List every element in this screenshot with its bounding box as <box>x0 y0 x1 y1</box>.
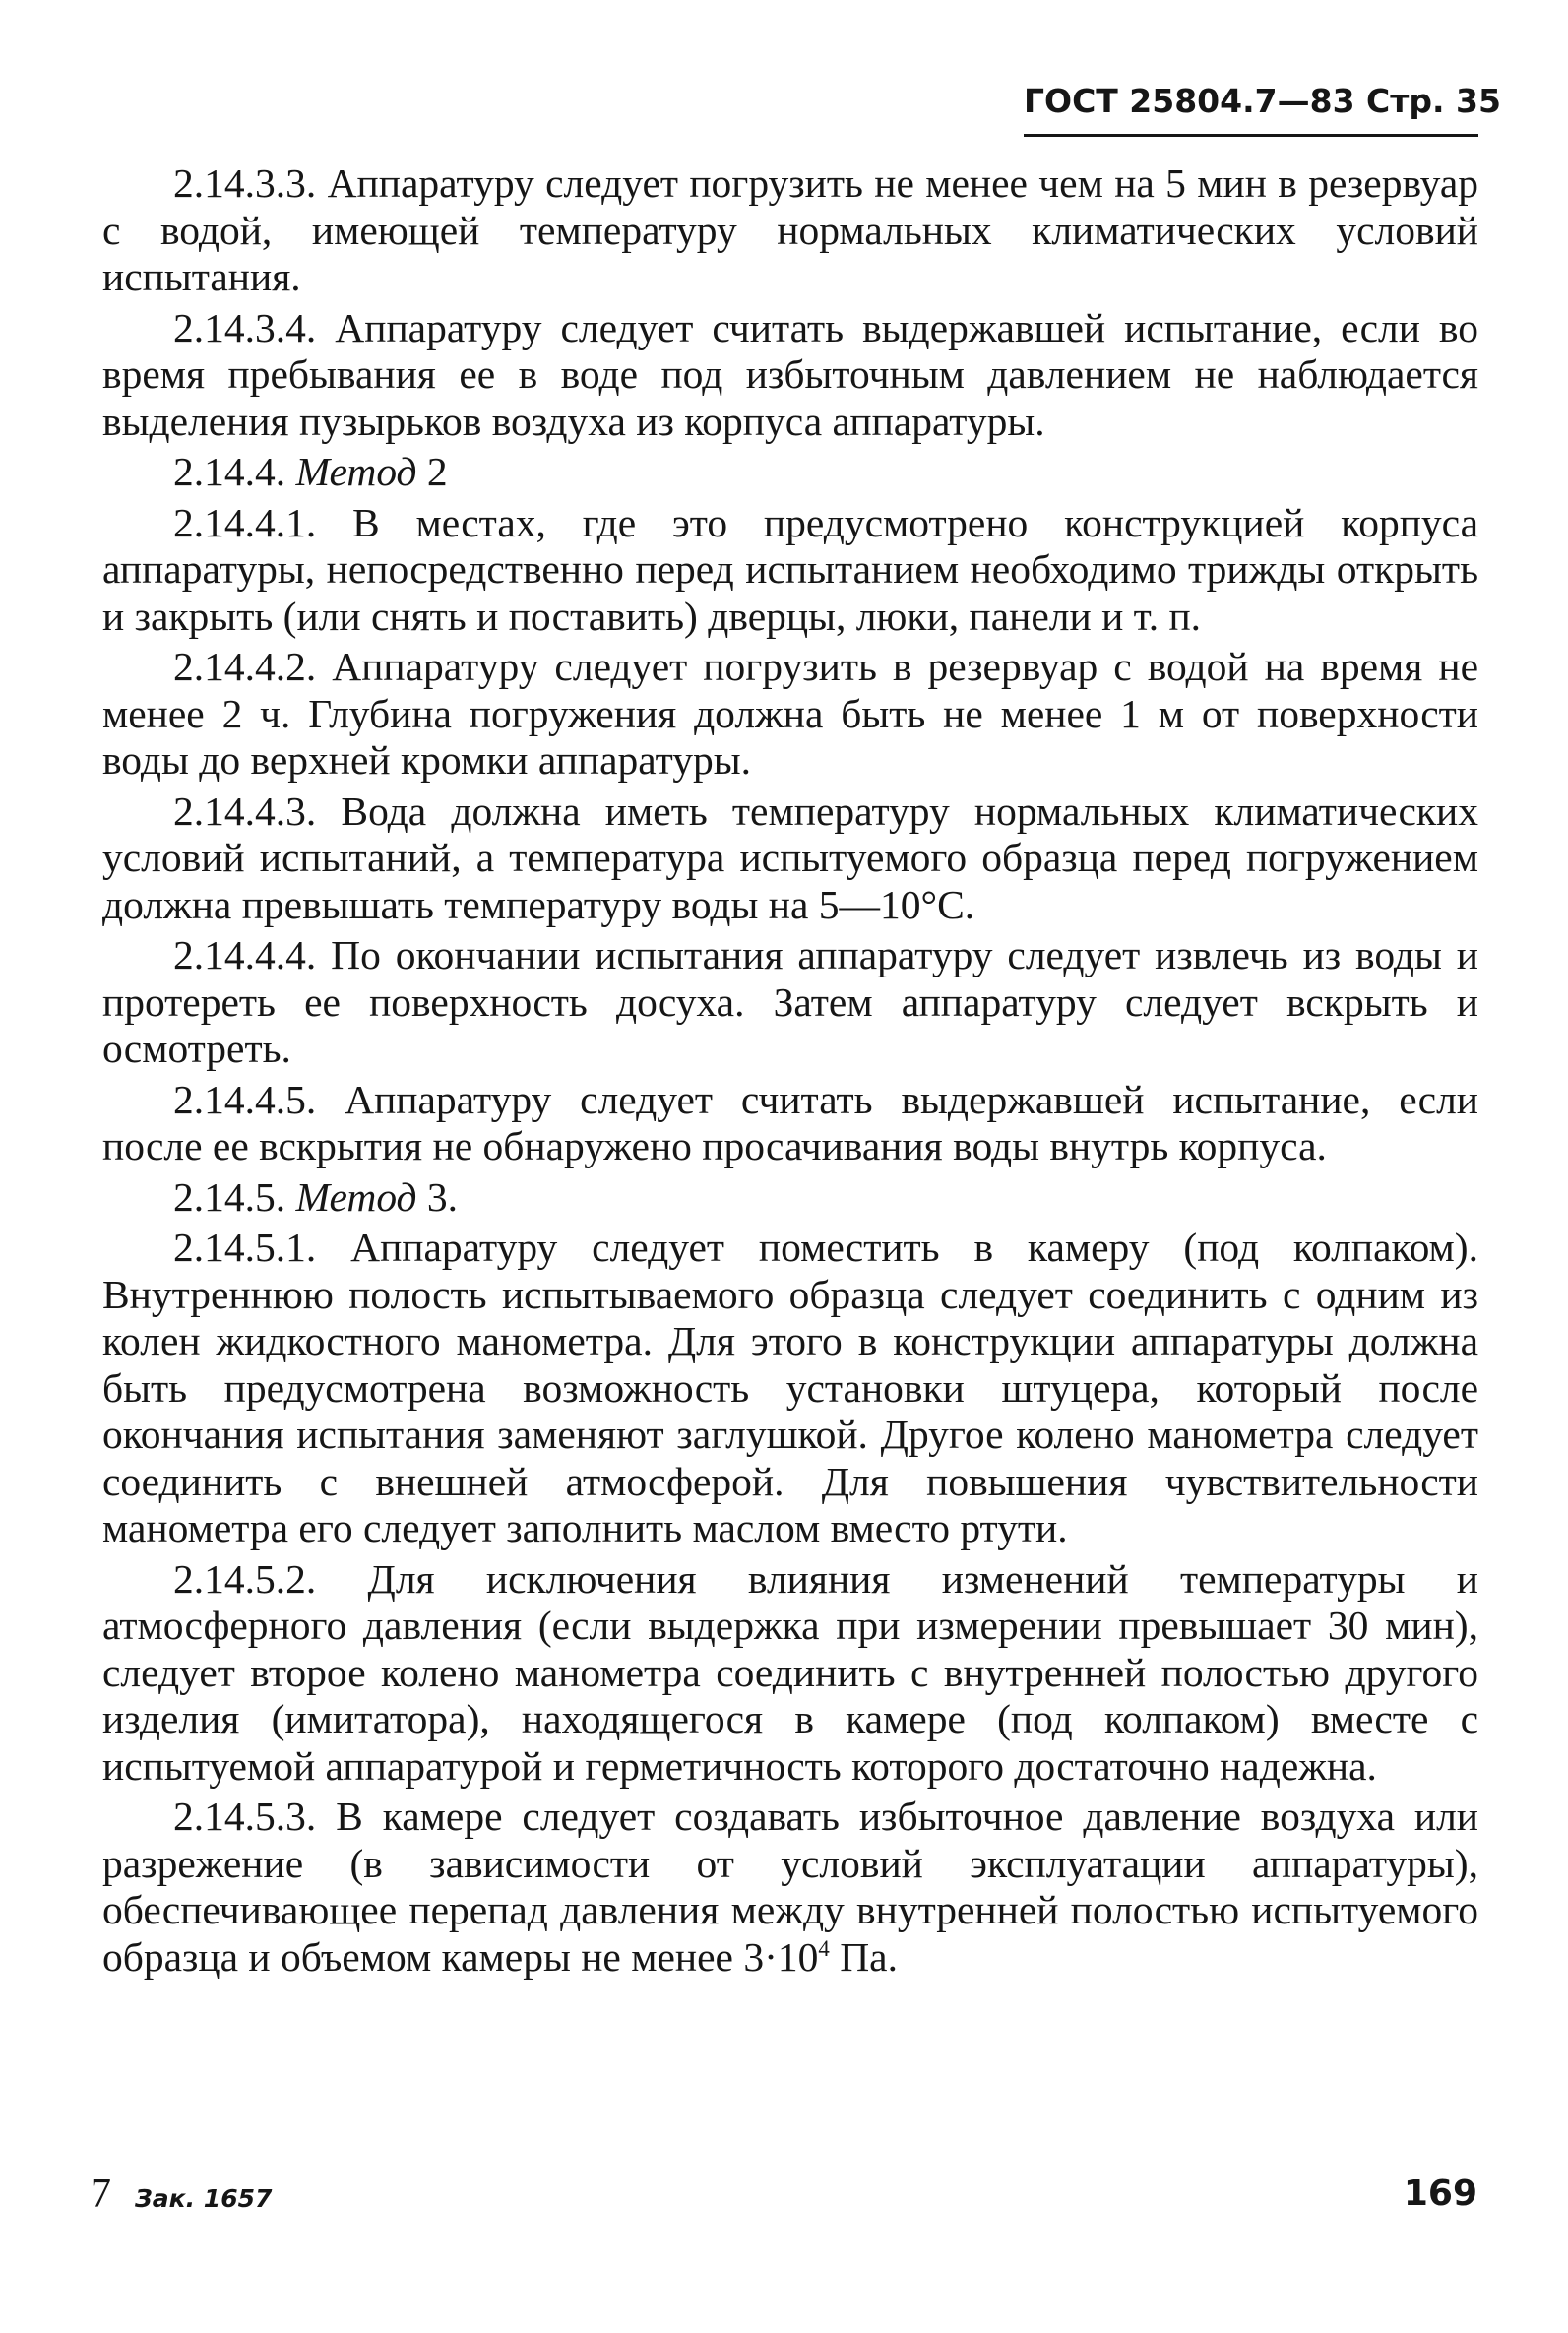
sheet-number: 7 <box>91 2172 111 2217</box>
page-header <box>1024 79 1501 137</box>
footer-left <box>91 2171 272 2223</box>
paragraph-2-14-4-3: 2.14.4.3. Вода должна иметь температуру нормальных климатических условий испытаний, а температура испытуемого образца перед погружением должна превышать температуру воды на 5—10°С. <box>102 788 1478 927</box>
paragraph-2-14-5-2: 2.14.5.2. Для исключения влияния изменений температуры и атмосферного давления (если выдержка при измерении превышает 30 мин), следует второе колено манометра соединить с внутренней полостью другого изделия (имитатора), находящегося в камере (под колпаком) вместе с испытуемой аппаратурой и герметичность которого достаточно надежна. <box>102 1555 1478 1789</box>
exponent: 4 <box>818 1935 830 1961</box>
paragraph-2-14-4-4: 2.14.4.4. По окончании испытания аппаратуру следует извлечь из воды и протереть ее поверхность досуха. Затем аппаратуру следует вскрыть и осмотреть. <box>102 932 1478 1071</box>
paragraph-2-14-5-3: 2.14.5.3. В камере следует создавать избыточное давление воздуха или разрежение (в зависимости от условий эксплуатации аппаратуры), обеспечивающее перепад давления между внутренней полостью испытуемого образца и объемом камеры не менее $3\cdot 10^4$ Па. <box>102 1794 1478 1980</box>
paragraph-2-14-5-1: 2.14.5.1. Аппаратуру следует поместить в камеру (под колпаком). Внутреннюю полость испытываемого образца следует соединить с одним из колен жидкостного манометра. Для этого в конструкции аппаратуры должна быть предусмотрена возможность установки штуцера, который после окончания испытания заменяют заглушкой. Другое колено манометра следует соединить с внешней атмосферой. Для повышения чувствительности манометра его следует заполнить маслом вместо ртути. <box>102 1225 1478 1550</box>
order-number: Зак. 1657 <box>135 2184 273 2213</box>
paragraph-2-14-4-1: 2.14.4.1. В местах, где это предусмотрено конструкцией корпуса аппаратуры, непосредственно перед испытанием необходимо трижды открыть и закрыть (или снять и поставить) дверцы, люки, панели и т. п. <box>102 499 1478 639</box>
section-heading-method-3: 2.14.5. Метод 3. <box>173 1173 459 1220</box>
page-number: 169 <box>1403 2174 1477 2214</box>
header-text: ГОСТ 25804.7—83 Стр. 35 <box>1024 82 1501 120</box>
section-heading-method-2: 2.14.4. Метод 2 <box>173 449 448 494</box>
paragraph-2-14-4-2: 2.14.4.2. Аппаратуру следует погрузить в резервуар с водой на время не менее 2 ч. Глубина погружения должна быть не менее 1 м от поверхности воды до верхней кромки аппаратуры. <box>102 644 1478 783</box>
paragraph-2-14-3-4: 2.14.3.4. Аппаратуру следует считать выдержавшей испытание, если во время пребывания ее в воде под избыточным давлением не наблюдается выделения пузырьков воздуха из корпуса аппаратуры. <box>102 304 1478 444</box>
paragraph-2-14-3-3: 2.14.3.3. Аппаратуру следует погрузить не менее чем на 5 мин в резервуар с водой, имеющей температуру нормальных климатических условий испытания. <box>102 160 1478 299</box>
document-body <box>102 160 1478 1985</box>
paragraph-2-14-4-5: 2.14.4.5. Аппаратуру следует считать выдержавшей испытание, если после ее вскрытия не обнаружено просачивания воды внутрь корпуса. <box>102 1076 1478 1168</box>
